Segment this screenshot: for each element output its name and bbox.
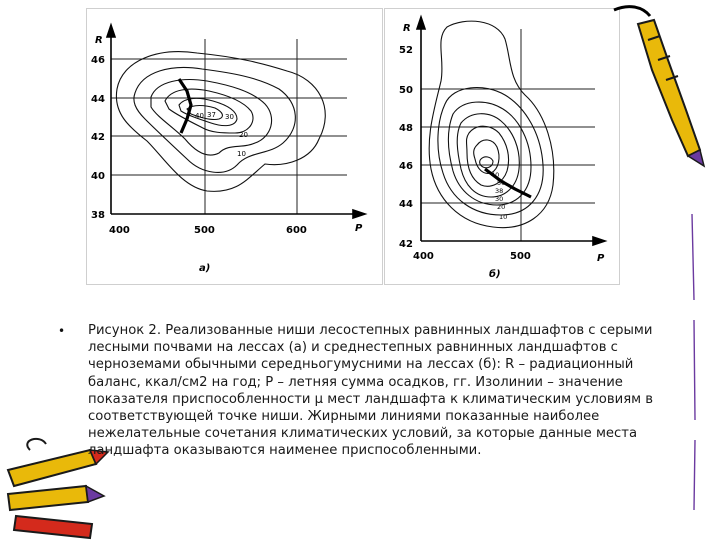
figure-caption [58, 322, 658, 460]
contour-plot-a-svg [87, 9, 382, 284]
contour-label-a-2: 37 [207, 111, 216, 119]
y-tick-b-52: 52 [399, 45, 413, 56]
x-tick-a-500: 500 [194, 225, 215, 236]
x-tick-a-400: 400 [109, 225, 130, 236]
y-tick-b-46: 46 [399, 161, 413, 172]
y-axis-label-a: R [95, 35, 103, 46]
contour-label-a-3: 30 [225, 113, 234, 121]
y-tick-b-50: 50 [399, 85, 413, 96]
contour-label-a-5: 10 [237, 150, 246, 158]
contour-label-b-2: 50 [497, 179, 506, 187]
contour-label-b-4: 30 [495, 195, 504, 203]
contour-label-a-4: 20 [239, 131, 248, 139]
y-tick-b-42: 42 [399, 239, 413, 250]
panel-label-a: а) [199, 263, 211, 274]
caption-bullet: • [58, 324, 66, 338]
contours-b [429, 21, 554, 227]
contour-plot-a [86, 8, 383, 285]
y-tick-b-48: 48 [399, 123, 413, 134]
contour-label-b-3: 38 [495, 187, 504, 195]
y-tick-a-44: 44 [91, 94, 105, 105]
contour-label-a-1: 40 [195, 112, 204, 120]
y-axis-label-b: R [403, 23, 411, 34]
y-tick-a-38: 38 [91, 210, 105, 221]
y-tick-a-46: 46 [91, 55, 105, 66]
figure [86, 8, 618, 283]
x-tick-b-400: 400 [413, 251, 434, 262]
panel-label-b: б) [489, 269, 501, 280]
contour-label-b-5: 20 [497, 203, 506, 211]
undesirable-line-a [179, 79, 191, 133]
caption-text: Рисунок 2. Реализованные ниши лесостепных равнинных ландшафтов с серыми лесными почвами на лессах (а) и среднестепных равнинных ландшафтов с черноземами обычными середньогумусними на лессах (б): R – радиационный баланс, ккал/см2 на год; P – летняя сумма осадков, гг. Изолинии – значение показателя приспособленности μ мест ландшафта к климатическим условиям в соответствующей точке ниши. Жирными линиями показанные наиболее нежелательные сочетания климатических условий, за которые данные места ландшафта оказываются наименее приспособленными. [88, 323, 654, 459]
y-tick-a-42: 42 [91, 132, 105, 143]
x-axis-label-b: P [597, 253, 605, 264]
x-tick-b-500: 500 [510, 251, 531, 262]
axes-b [417, 17, 605, 245]
contour-plot-b [384, 8, 620, 285]
grid-a [111, 39, 347, 214]
y-tick-b-44: 44 [399, 199, 413, 210]
contour-label-b-1: 40 [491, 171, 500, 179]
y-tick-a-40: 40 [91, 171, 105, 182]
x-tick-a-600: 600 [286, 225, 307, 236]
contour-plot-b-svg [385, 9, 619, 284]
x-axis-label-a: P [355, 223, 363, 234]
contours-a [116, 52, 325, 192]
grid-b [421, 29, 595, 241]
contour-label-b-6: 10 [499, 213, 508, 221]
